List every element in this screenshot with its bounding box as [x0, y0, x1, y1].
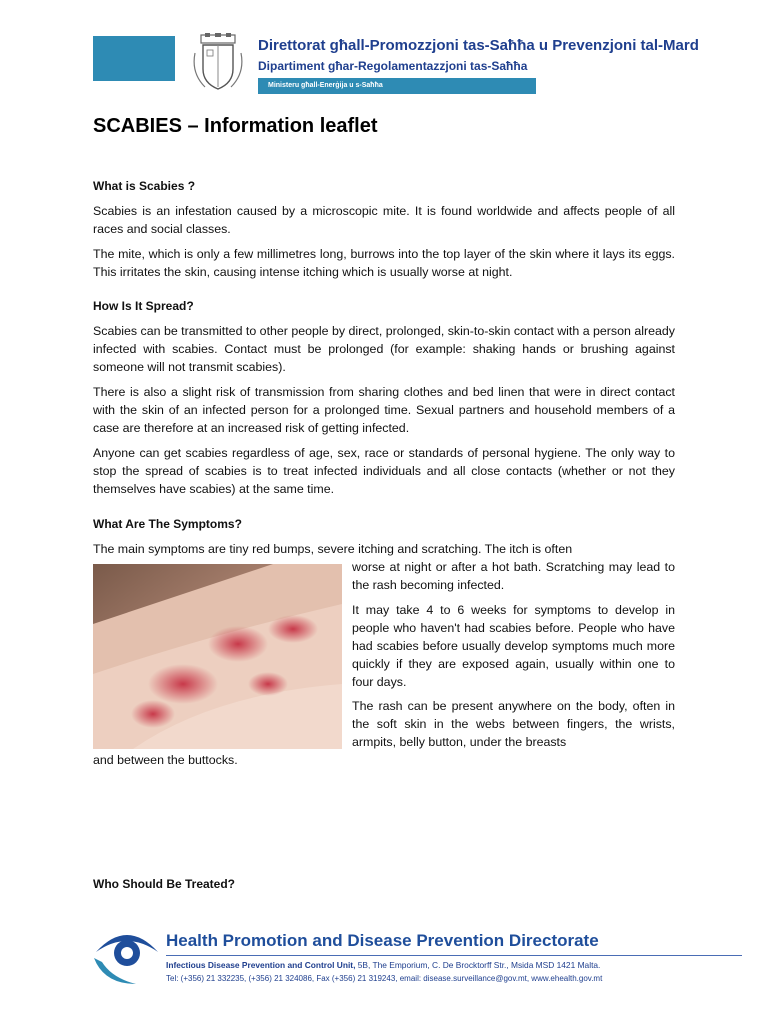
paragraph: It may take 4 to 6 weeks for symptoms to develop in people who haven't had scabies before. People who have had scabies before usually develop symptoms much more quickly if they are exposed again, usually within one to four days.: [352, 603, 675, 689]
scabies-rash-photo: [93, 564, 342, 749]
paragraph: Scabies can be transmitted to other people by direct, prolonged, skin-to-skin contact with a person already infected with scabies. Contact must be prolonged (for example: shaking hands or brushing against someone will not transmit scabies).: [93, 324, 675, 374]
footer-unit-name: Infectious Disease Prevention and Control Unit,: [166, 960, 356, 970]
header-ministry-label: Ministeru għall-Enerġija u s-Saħħa: [268, 82, 383, 89]
eye-logo-icon: [92, 922, 162, 988]
header-department-title: Dipartiment għar-Regolamentazzjoni tas-Saħħa: [258, 59, 528, 73]
paragraph: There is also a slight risk of transmission from sharing clothes and bed linen that were in direct contact with the skin of an infected person for a prolonged time. Sexual partners and household members of a case are therefore at an increased risk of getting infected.: [93, 385, 675, 435]
footer-contacts: Tel: (+356) 21 332235, (+356) 21 324086, Fax (+356) 21 319243, email: disease.surveillance@gov.mt, www.ehealth.gov.mt: [166, 974, 603, 983]
header-ministry-band: [258, 78, 536, 94]
document-title: SCABIES – Information leaflet: [93, 115, 378, 137]
coat-of-arms-icon: [193, 33, 243, 93]
section-heading-symptoms: What Are The Symptoms?: [93, 517, 242, 531]
footer-address-text: 5B, The Emporium, C. De Brocktorff Str., Msida MSD 1421 Malta.: [355, 960, 601, 970]
header-color-block: [93, 36, 175, 81]
paragraph: The mite, which is only a few millimetres long, burrows into the top layer of the skin where it lays its eggs. This irritates the skin, causing intense itching which is usually worse at night.: [93, 247, 675, 279]
paragraph: Scabies is an infestation caused by a microscopic mite. It is found worldwide and affects people of all races and social classes.: [93, 204, 675, 236]
paragraph: worse at night or after a hot bath. Scratching may lead to the rash becoming infected.: [352, 560, 675, 592]
footer-directorate-title: Health Promotion and Disease Prevention Directorate: [166, 931, 599, 950]
footer-address: [166, 960, 600, 970]
section-heading-who-treated: Who Should Be Treated?: [93, 877, 236, 891]
section-heading-what-is: What is Scabies ?: [93, 179, 196, 193]
paragraph-intro: The main symptoms are tiny red bumps, severe itching and scratching. The itch is often: [93, 542, 573, 556]
section-heading-how-spread: How Is It Spread?: [93, 299, 194, 313]
paragraph: Anyone can get scabies regardless of age, sex, race or standards of personal hygiene. The only way to stop the spread of scabies is to treat infected individuals and all close contacts (whether or not they themselves have scabies) at the same time.: [93, 446, 675, 496]
header-directorate-title: Direttorat għall-Promozzjoni tas-Saħħa u Prevenzjoni tal-Mard: [258, 37, 699, 54]
footer-divider: [166, 955, 742, 956]
paragraph-tail: and between the buttocks.: [93, 753, 238, 767]
paragraph: The rash can be present anywhere on the body, often in the soft skin in the webs between fingers, the wrists, armpits, belly button, under the breasts: [352, 699, 675, 749]
